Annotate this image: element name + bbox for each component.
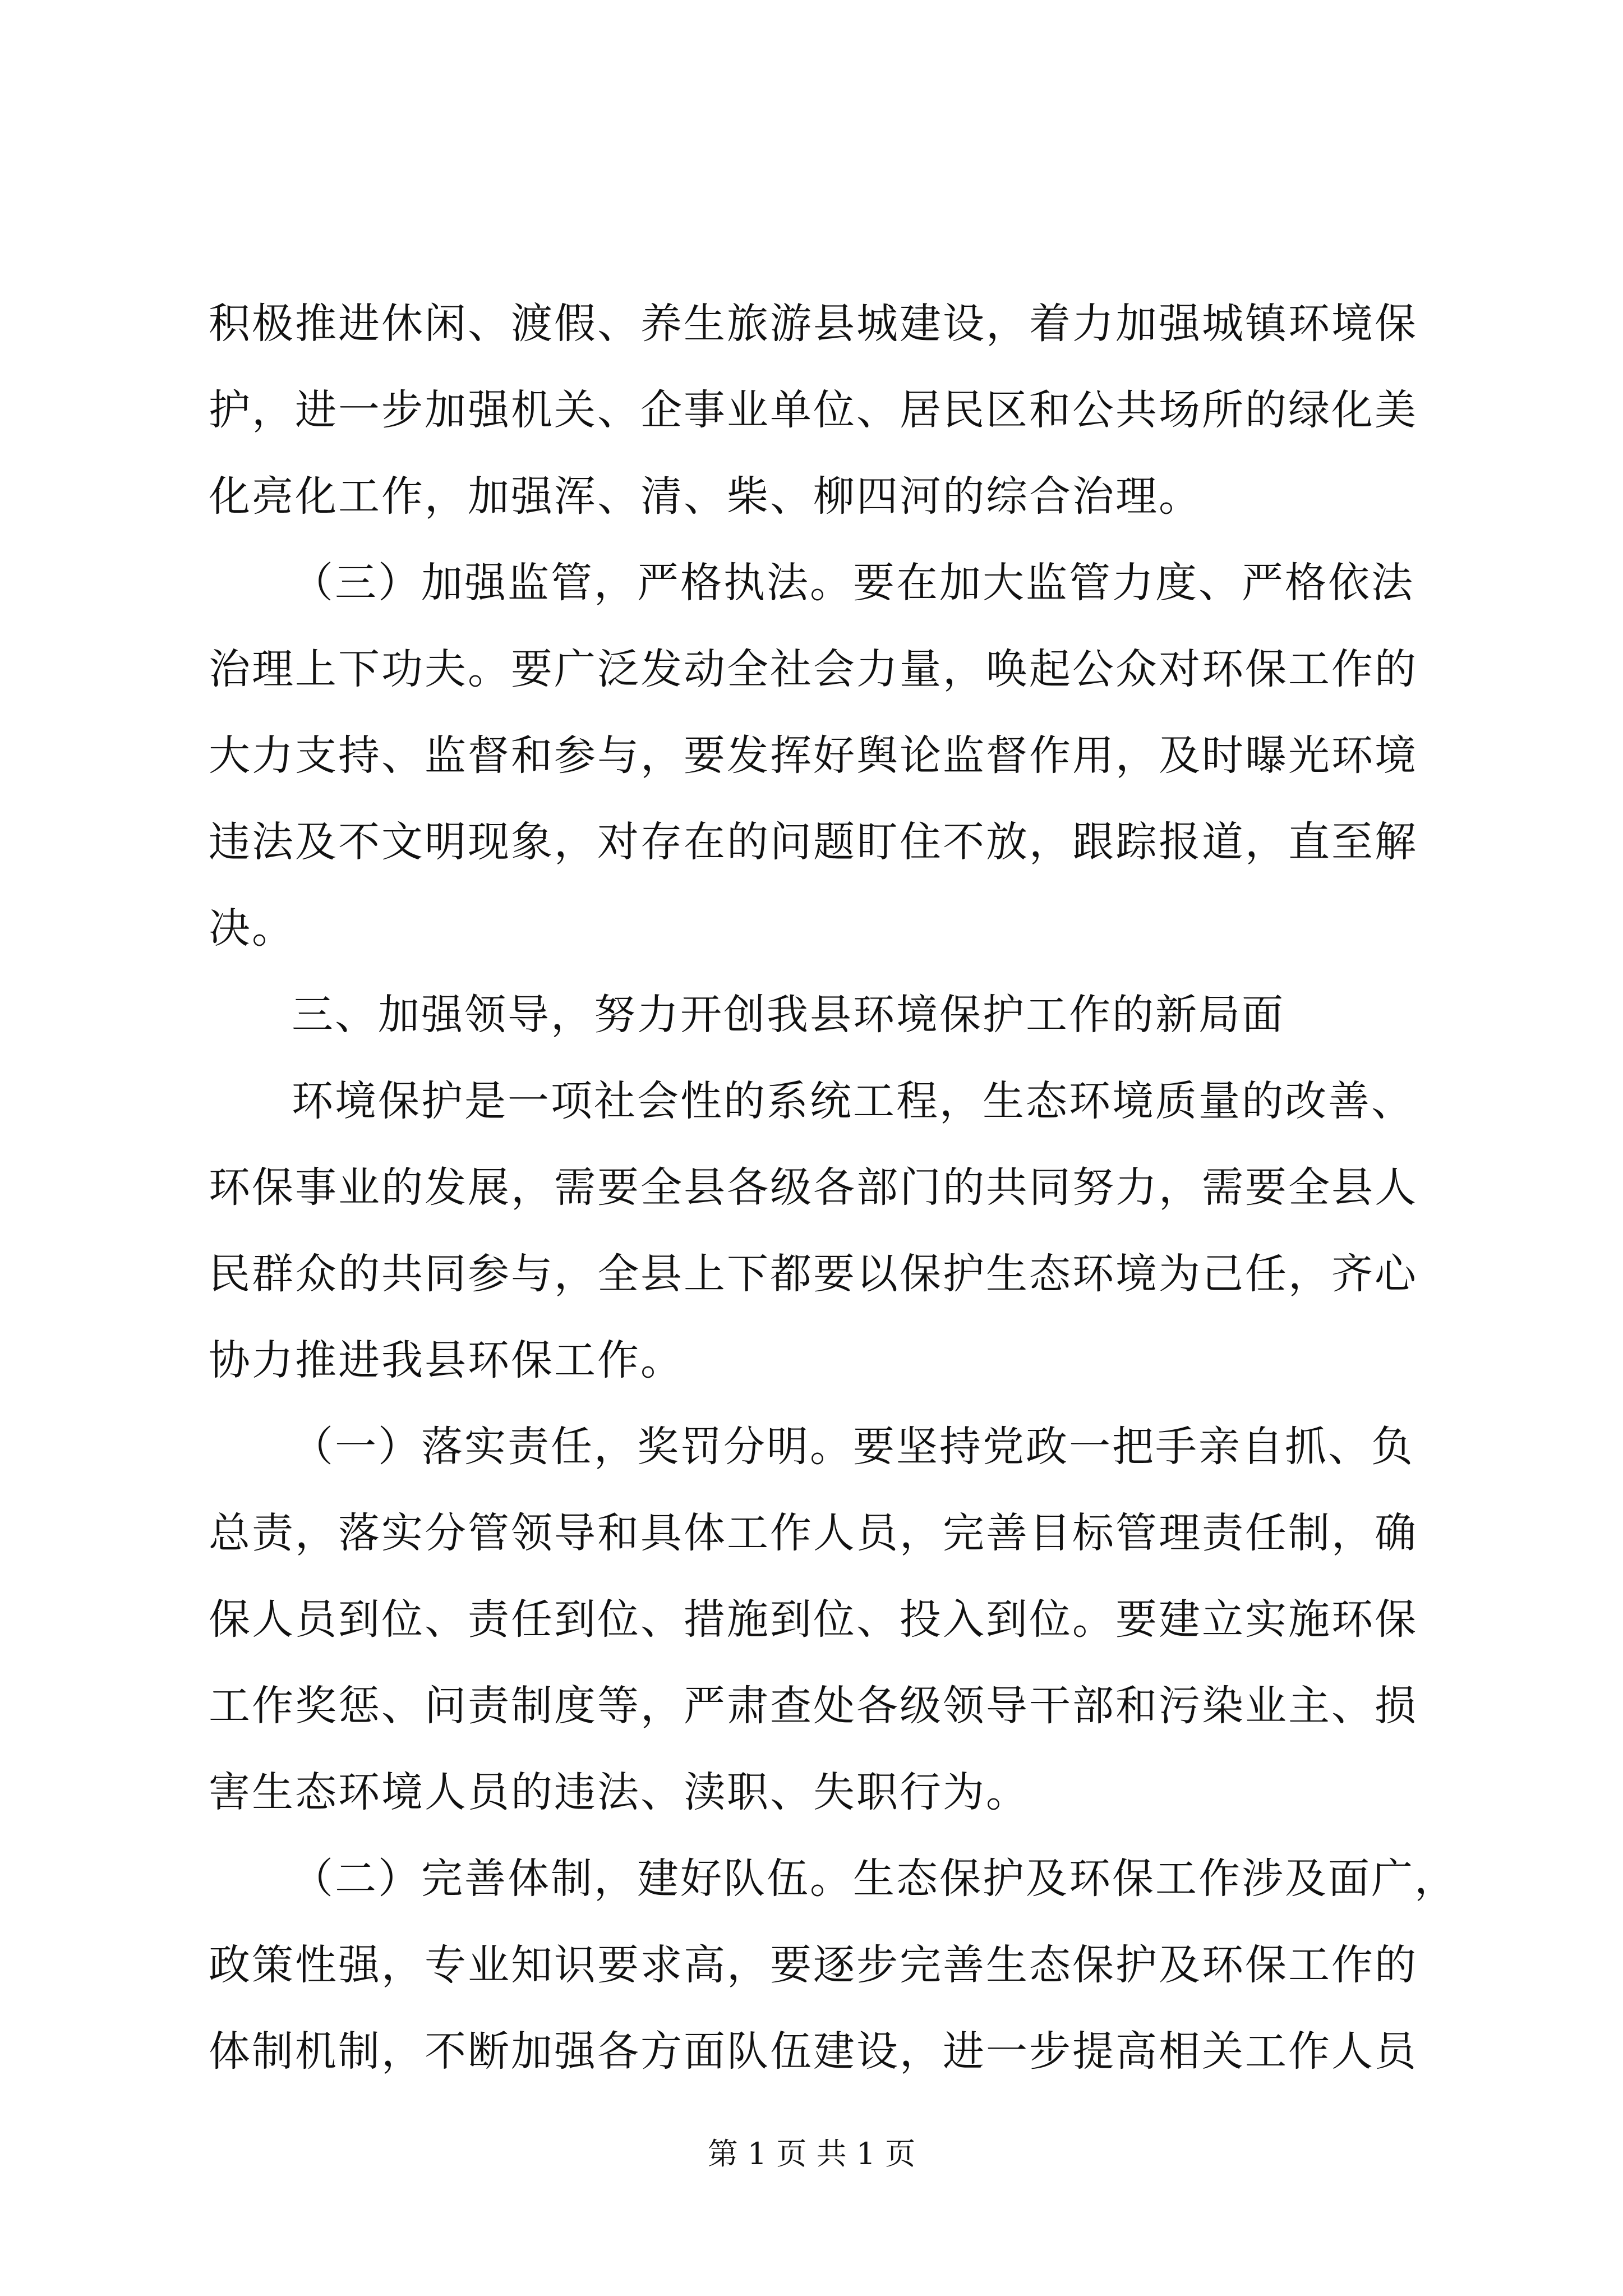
text-line: 大力支持、监督和参与，要发挥好舆论监督作用，及时曝光环境: [209, 731, 1418, 780]
text-line: 化亮化工作，加强浑、清、柴、柳四河的综合治理。: [209, 472, 1202, 521]
text-line: 环境保护是一项社会性的系统工程，生态环境质量的改善、: [292, 1077, 1414, 1125]
text-line: 体制机制，不断加强各方面队伍建设，进一步提高相关工作人员: [209, 2027, 1418, 2076]
text-line: （二）完善体制，建好队伍。生态保护及环保工作涉及面广，: [292, 1855, 1458, 1903]
text-line: （一）落实责任，奖罚分明。要坚持党政一把手亲自抓、负: [292, 1423, 1414, 1471]
text-line: 害生态环境人员的违法、渎职、失职行为。: [209, 1768, 1029, 1816]
page-number-label: 第 1 页 共 1 页: [707, 2136, 916, 2171]
text-line: 决。: [209, 904, 295, 953]
page-footer: [0, 2132, 1623, 2177]
text-line: （三）加强监管，严格执法。要在加大监管力度、严格依法: [292, 559, 1414, 607]
text-line: 治理上下功夫。要广泛发动全社会力量，唤起公众对环保工作的: [209, 645, 1418, 693]
text-line: 违法及不文明现象，对存在的问题盯住不放，跟踪报道，直至解: [209, 818, 1418, 866]
document-body: [209, 280, 1458, 2095]
text-line: 政策性强，专业知识要求高，要逐步完善生态保护及环保工作的: [209, 1941, 1418, 1989]
text-line: 工作奖惩、问责制度等，严肃查处各级领导干部和污染业主、损: [209, 1682, 1418, 1730]
text-line: 保人员到位、责任到位、措施到位、投入到位。要建立实施环保: [209, 1595, 1418, 1644]
text-line: 积极推进休闲、渡假、养生旅游县城建设，着力加强城镇环境保: [209, 300, 1418, 348]
text-line: 总责，落实分管领导和具体工作人员，完善目标管理责任制，确: [209, 1509, 1418, 1557]
text-line: 护，进一步加强机关、企事业单位、居民区和公共场所的绿化美: [209, 386, 1418, 434]
text-line: 协力推进我县环保工作。: [209, 1336, 684, 1384]
section-heading: 三、加强领导，努力开创我县环境保护工作的新局面: [292, 991, 1285, 1039]
text-line: 民群众的共同参与，全县上下都要以保护生态环境为己任，齐心: [209, 1250, 1418, 1298]
text-line: 环保事业的发展，需要全县各级各部门的共同努力，需要全县人: [209, 1163, 1418, 1212]
